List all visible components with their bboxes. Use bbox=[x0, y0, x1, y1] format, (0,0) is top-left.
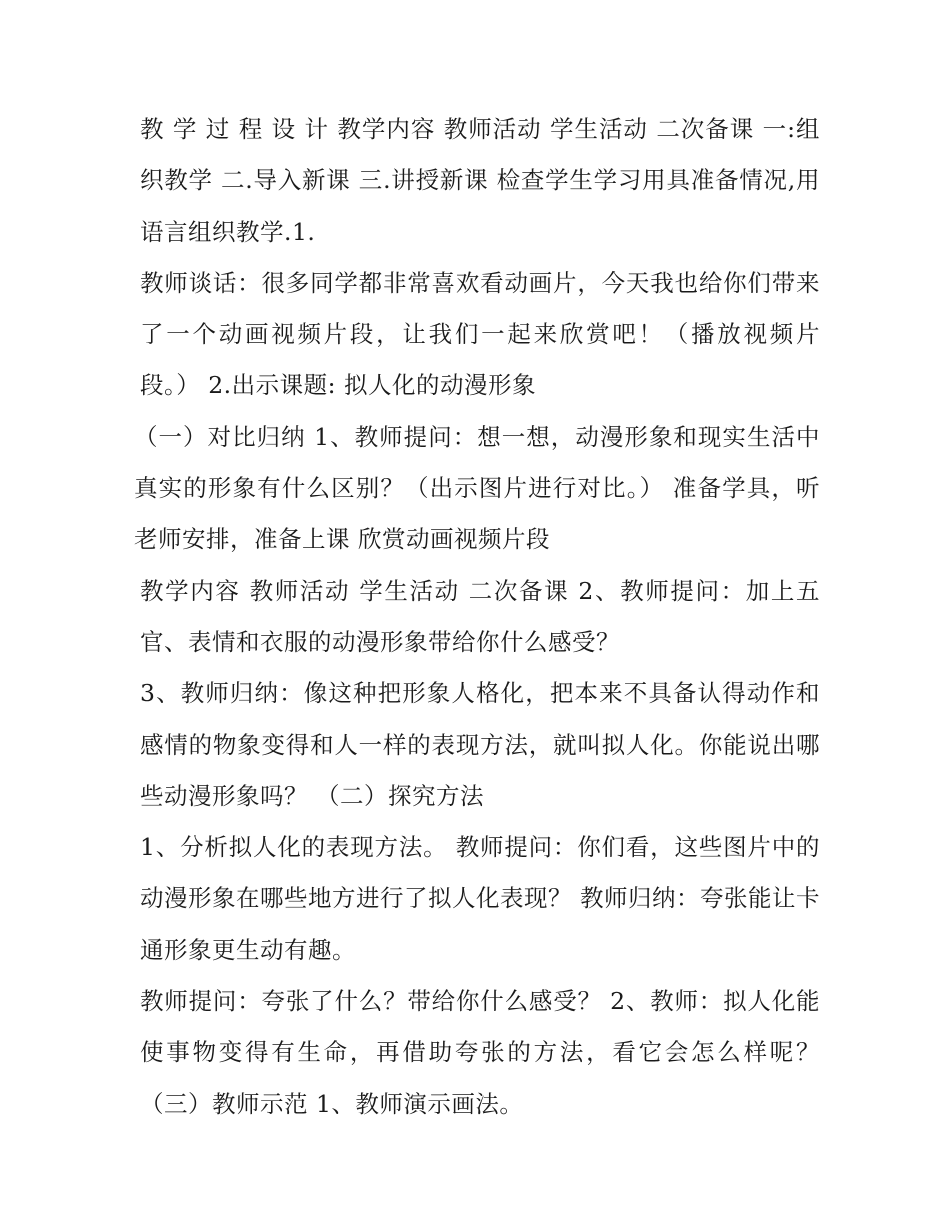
paragraph-teacher-summary: 3、教师归纳：像这种把形象人格化，把本来不具备认得动作和感情的物象变得和人一样的表现方法，就叫拟人化。你能说出哪些动漫形象吗？ （二）探究方法 bbox=[140, 679, 820, 810]
document-body bbox=[134, 104, 820, 1130]
paragraph-lesson-outline: 教 学 过 程 设 计 教学内容 教师活动 学生活动 二次备课 一:组织教学 二.导入新课 三.讲授新课 检查学生学习用具准备情况,用语言组织教学.1. bbox=[140, 115, 820, 246]
paragraph-teacher-question: 教学内容 教师活动 学生活动 二次备课 2、教师提问：加上五官、表情和衣服的动漫形象带给你什么感受？ bbox=[140, 576, 820, 656]
paragraph-exaggeration: 教师提问：夸张了什么？带给你什么感受？ 2、教师：拟人化能使事物变得有生命，再借助夸张的方法，看它会怎么样呢？（三）教师示范 1、教师演示画法。 bbox=[140, 987, 820, 1118]
paragraph-compare-summary: （一）对比归纳 1、教师提问：想一想，动漫形象和现实生活中真实的形象有什么区别？（出示图片进行对比。） 准备学具，听老师安排，准备上课 欣赏动画视频片段 bbox=[134, 422, 820, 554]
paragraph-teacher-talk: 教师谈话：很多同学都非常喜欢看动画片，今天我也给你们带来了一个动画视频片段，让我们一起来欣赏吧！（播放视频片段。） 2.出示课题: 拟人化的动漫形象 bbox=[140, 268, 820, 400]
paragraph-analysis-method: 1、分析拟人化的表现方法。 教师提问：你们看，这些图片中的动漫形象在哪些地方进行了拟人化表现？ 教师归纳：夸张能让卡通形象更生动有趣。 bbox=[140, 833, 820, 964]
